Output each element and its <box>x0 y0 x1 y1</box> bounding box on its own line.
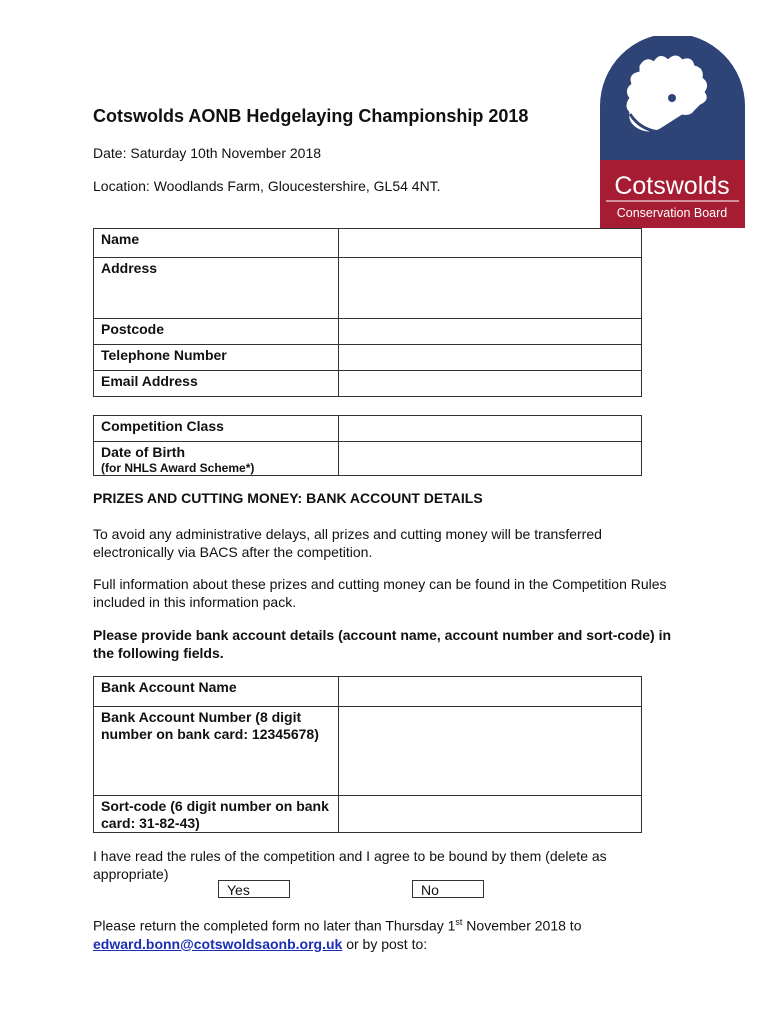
page-title: Cotswolds AONB Hedgelaying Championship 2018 <box>93 106 529 126</box>
sort-code-field[interactable] <box>339 796 642 833</box>
email-field[interactable] <box>339 371 642 397</box>
bacs-paragraph: To avoid any administrative delays, all prizes and cutting money will be transferred electronically via BACS after the competition. <box>93 526 602 560</box>
table-row <box>94 442 642 476</box>
name-label: Name <box>94 229 339 258</box>
dob-label: Date of Birth <box>101 444 185 460</box>
table-row <box>94 796 642 833</box>
yes-option[interactable]: Yes <box>218 880 290 898</box>
email-label: Email Address <box>94 371 339 397</box>
table-row <box>94 229 642 258</box>
logo-subtitle: Conservation Board <box>616 206 728 220</box>
agreement-text: I have read the rules of the competition and I agree to be bound by them (delete as appropriate) <box>93 848 607 882</box>
address-label: Address <box>94 258 339 319</box>
name-field[interactable] <box>339 229 642 258</box>
table-row <box>94 319 642 345</box>
account-name-field[interactable] <box>339 677 642 707</box>
date-ordinal: st <box>455 917 463 927</box>
competition-table <box>93 415 642 476</box>
table-row <box>94 416 642 442</box>
bank-instructions: Please provide bank account details (account name, account number and sort-code) in the following fields. <box>93 627 672 661</box>
bank-section-heading: PRIZES AND CUTTING MONEY: BANK ACCOUNT DETAILS <box>93 490 483 506</box>
account-number-label: Bank Account Number (8 digit number on bank card: 12345678) <box>94 707 339 796</box>
dob-label-cell <box>94 442 339 476</box>
logo-name: Cotswolds <box>614 172 730 200</box>
dob-note: (for NHLS Award Scheme*) <box>101 461 255 475</box>
personal-details-table <box>93 228 642 397</box>
account-name-label: Bank Account Name <box>94 677 339 707</box>
telephone-label: Telephone Number <box>94 345 339 371</box>
postcode-field[interactable] <box>339 319 642 345</box>
dob-field[interactable] <box>339 442 642 476</box>
bank-details-table <box>93 676 642 833</box>
sort-code-label: Sort-code (6 digit number on bank card: 31-82-43) <box>94 796 339 833</box>
account-number-field[interactable] <box>339 707 642 796</box>
rules-paragraph: Full information about these prizes and cutting money can be found in the Competition Rules included in this information pack. <box>93 576 667 610</box>
table-row <box>94 677 642 707</box>
no-option[interactable]: No <box>412 880 484 898</box>
return-text-end: November 2018 to <box>462 917 582 934</box>
table-row <box>94 707 642 796</box>
postcode-label: Postcode <box>94 319 339 345</box>
address-field[interactable] <box>339 258 642 319</box>
table-row <box>94 371 642 397</box>
table-row <box>94 345 642 371</box>
event-location: Location: Woodlands Farm, Gloucestershire, GL54 4NT. <box>93 178 441 194</box>
post-text: or by post to: <box>342 935 428 952</box>
return-text: Please return the completed form no later than Thursday 1 <box>93 917 456 934</box>
cotswolds-conservation-board-logo <box>600 36 745 228</box>
competition-class-label: Competition Class <box>94 416 339 442</box>
event-date: Date: Saturday 10th November 2018 <box>93 145 322 161</box>
contact-email-link[interactable]: edward.bonn@cotswoldsaonb.org.uk <box>93 935 343 952</box>
competition-class-field[interactable] <box>339 416 642 442</box>
table-row <box>94 258 642 319</box>
telephone-field[interactable] <box>339 345 642 371</box>
return-instructions <box>93 913 693 953</box>
